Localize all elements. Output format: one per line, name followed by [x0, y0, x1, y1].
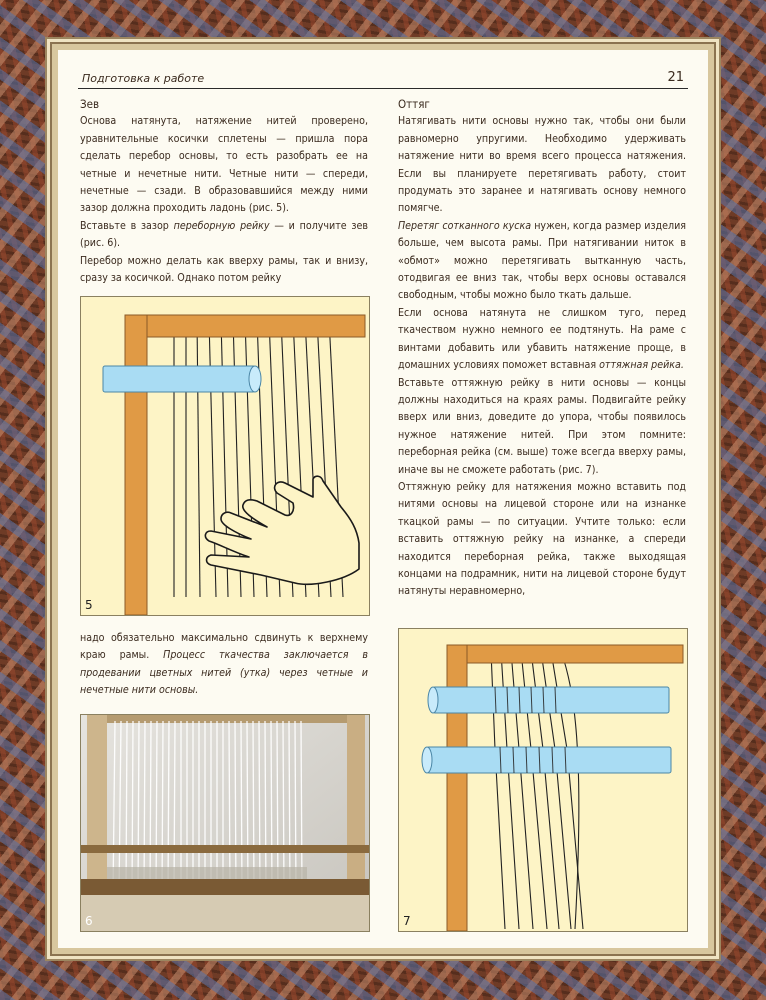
figure-6-photo — [80, 714, 370, 932]
figure-5-illustration — [80, 296, 370, 616]
paragraph: Оттяжную рейку для натяжения можно вставить под нитями основы на лицевой стороне или на изнанке ткацкой рамы — по ситуации. Учтите только: если вставить оттяжную рейку на изнанке, а спереди находится переборная рейка, также выходящая концами на подрамник, нити на лицевой стороне будут натянуты неравномерно, — [398, 480, 686, 598]
shed-rod — [103, 366, 255, 392]
left-column-text — [80, 96, 368, 287]
shed-rod — [433, 687, 669, 713]
paragraph: надо обязательно максимально сдвинуть к верхнему краю рамы. Процесс ткачества заключается в продевании цветных нитей (утка) через четные и нечетные нити основы. — [80, 632, 368, 697]
figure-number: 5 — [85, 598, 93, 612]
book-page — [52, 44, 714, 954]
section-title: Подготовка к работе — [82, 72, 205, 85]
paragraph: Перетяг сотканного куска нужен, когда размер изделия больше, чем высота рамы. При натягивании ниток в «обмот» можно перетягивать вытканную часть, отодвигая ее вниз так, чтобы верх основы оставался свободным, чтобы можно было ткать дальше. — [398, 219, 686, 302]
heading-ottyag: Оттяг — [398, 97, 430, 111]
paragraph: Если основа натянута не слишком туго, перед ткачеством нужно немного ее подтянуть. На раме с винтами добавить или убавить натяжение проще, в домашних условиях поможет вставная оттяжная рейка. — [398, 306, 686, 372]
paragraph: Натягивать нити основы нужно так, чтобы они были равномерно упругими. Необходимо удерживать натяжение нити во время всего процесса натяжения. Если вы планируете перетягивать работу, стоит продумать это заранее и натягивать основу немного помягче. — [398, 115, 686, 215]
figure-7-illustration — [398, 628, 688, 932]
paragraph: Вставьте оттяжную рейку в нити основы — концы должны находиться на краях рамы. Подвигайте рейку вверх или вниз, доведите до упора, чтобы появилось нужное натяжение нитей. При этом помните: переборная рейка (см. выше) тоже всегда вверху рамы, иначе вы не сможете работать (рис. 7). — [398, 376, 686, 476]
paragraph: Перебор можно делать как вверху рамы, так и внизу, сразу за косичкой. Однако потом рейку — [80, 254, 368, 285]
heading-zev: Зев — [80, 97, 100, 111]
running-header — [78, 68, 688, 89]
page-number: 21 — [667, 70, 684, 85]
hand-drawing — [205, 476, 359, 584]
figure-number: 7 — [403, 914, 411, 928]
paragraph: Вставьте в зазор переборную рейку — и получите зев (рис. 6). — [80, 219, 368, 250]
figure-number: 6 — [85, 914, 93, 928]
right-column-text — [398, 96, 686, 601]
left-column-text-continued — [80, 630, 368, 700]
paragraph: Основа натянута, натяжение нитей проверено, уравнительные косички сплетены — пришла пора сделать перебор основы, то есть разобрать ее на четные и нечетные нити. Четные нити — спереди, нечетные — сзади. В образовавшийся между ними зазор должна проходить ладонь (рис. 5). — [80, 115, 368, 215]
tension-rod — [427, 747, 671, 773]
